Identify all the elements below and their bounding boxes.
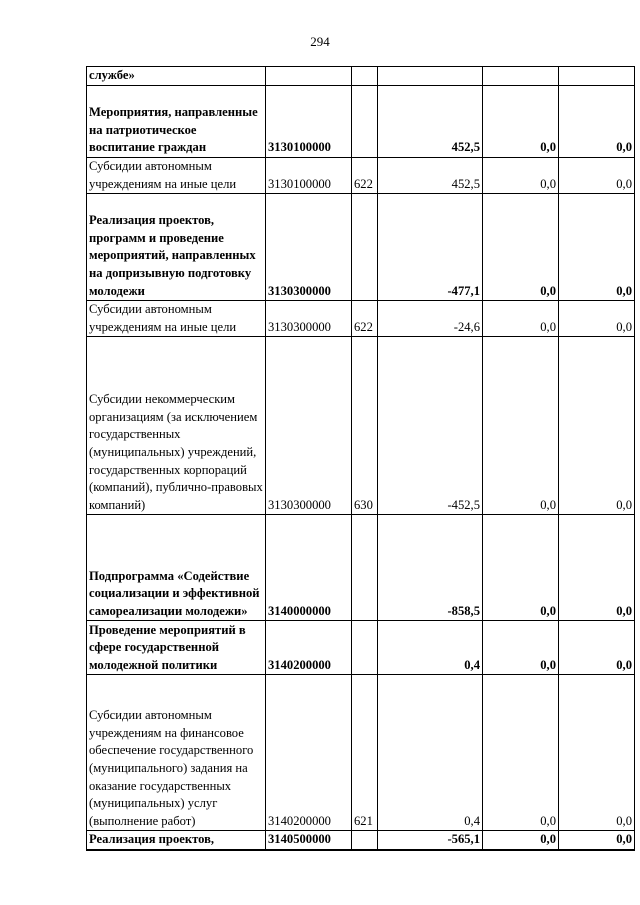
amount-col-1: -24,6 bbox=[378, 301, 483, 337]
row-name: Реализация проектов, программ и проведение мероприятий, направленных на допризывную подготовку молодежи bbox=[87, 194, 266, 301]
amount-col-1: -452,5 bbox=[378, 337, 483, 515]
amount-col-1: -477,1 bbox=[378, 194, 483, 301]
amount-col-2: 0,0 bbox=[483, 621, 559, 675]
row-name: Субсидии автономным учреждениям на финансовое обеспечение государственного (муниципального) задания на оказание государственных (муниципальных) услуг (выполнение работ) bbox=[87, 675, 266, 831]
row-name: Субсидии автономным учреждениям на иные цели bbox=[87, 158, 266, 194]
amount-col-1: 0,4 bbox=[378, 621, 483, 675]
amount-col-1: 452,5 bbox=[378, 86, 483, 158]
amount-col-2: 0,0 bbox=[483, 301, 559, 337]
amount-col-3: 0,0 bbox=[559, 831, 635, 850]
amount-col-3 bbox=[559, 67, 635, 86]
amount-col-2: 0,0 bbox=[483, 158, 559, 194]
expense-type-code bbox=[352, 831, 378, 850]
row-name: службе» bbox=[87, 67, 266, 86]
expense-type-code bbox=[352, 621, 378, 675]
amount-col-1 bbox=[378, 67, 483, 86]
amount-col-3: 0,0 bbox=[559, 515, 635, 621]
page-number: 294 bbox=[310, 34, 330, 49]
table-row bbox=[87, 831, 635, 850]
target-code: 3130300000 bbox=[266, 194, 352, 301]
amount-col-2 bbox=[483, 67, 559, 86]
amount-col-1: 0,4 bbox=[378, 675, 483, 831]
target-code: 3130300000 bbox=[266, 337, 352, 515]
amount-col-1: -565,1 bbox=[378, 831, 483, 850]
target-code: 3140000000 bbox=[266, 515, 352, 621]
row-name: Субсидии автономным учреждениям на иные цели bbox=[87, 301, 266, 337]
target-code: 3130100000 bbox=[266, 158, 352, 194]
table-row bbox=[87, 621, 635, 675]
target-code: 3130300000 bbox=[266, 301, 352, 337]
row-name: Подпрограмма «Содействие социализации и эффективной самореализации молодежи» bbox=[87, 515, 266, 621]
amount-col-1: 452,5 bbox=[378, 158, 483, 194]
budget-table-body bbox=[87, 67, 635, 850]
table-row bbox=[87, 194, 635, 301]
expense-type-code: 622 bbox=[352, 301, 378, 337]
table-row bbox=[87, 301, 635, 337]
table-row bbox=[87, 675, 635, 831]
expense-type-code bbox=[352, 67, 378, 86]
target-code: 3140200000 bbox=[266, 675, 352, 831]
amount-col-2: 0,0 bbox=[483, 86, 559, 158]
amount-col-2: 0,0 bbox=[483, 831, 559, 850]
expense-type-code bbox=[352, 86, 378, 158]
table-row bbox=[87, 67, 635, 86]
amount-col-2: 0,0 bbox=[483, 337, 559, 515]
table-row bbox=[87, 337, 635, 515]
amount-col-2: 0,0 bbox=[483, 675, 559, 831]
table-row bbox=[87, 86, 635, 158]
amount-col-3: 0,0 bbox=[559, 86, 635, 158]
amount-col-3: 0,0 bbox=[559, 158, 635, 194]
amount-col-3: 0,0 bbox=[559, 337, 635, 515]
target-code: 3140200000 bbox=[266, 621, 352, 675]
amount-col-3: 0,0 bbox=[559, 194, 635, 301]
table-row bbox=[87, 158, 635, 194]
expense-type-code: 621 bbox=[352, 675, 378, 831]
expense-type-code: 630 bbox=[352, 337, 378, 515]
amount-col-2: 0,0 bbox=[483, 515, 559, 621]
amount-col-3: 0,0 bbox=[559, 621, 635, 675]
expense-type-code bbox=[352, 515, 378, 621]
table-row bbox=[87, 515, 635, 621]
row-name: Проведение мероприятий в сфере государственной молодежной политики bbox=[87, 621, 266, 675]
expense-type-code bbox=[352, 194, 378, 301]
row-name: Субсидии некоммерческим организациям (за исключением государственных (муниципальных) учреждений, государственных корпораций (компаний), публично-правовых компаний) bbox=[87, 337, 266, 515]
amount-col-2: 0,0 bbox=[483, 194, 559, 301]
budget-table bbox=[86, 66, 635, 851]
row-name: Мероприятия, направленные на патриотическое воспитание граждан bbox=[87, 86, 266, 158]
target-code bbox=[266, 67, 352, 86]
target-code: 3130100000 bbox=[266, 86, 352, 158]
row-name: Реализация проектов, bbox=[87, 831, 266, 850]
amount-col-3: 0,0 bbox=[559, 301, 635, 337]
expense-type-code: 622 bbox=[352, 158, 378, 194]
amount-col-3: 0,0 bbox=[559, 675, 635, 831]
amount-col-1: -858,5 bbox=[378, 515, 483, 621]
target-code: 3140500000 bbox=[266, 831, 352, 850]
